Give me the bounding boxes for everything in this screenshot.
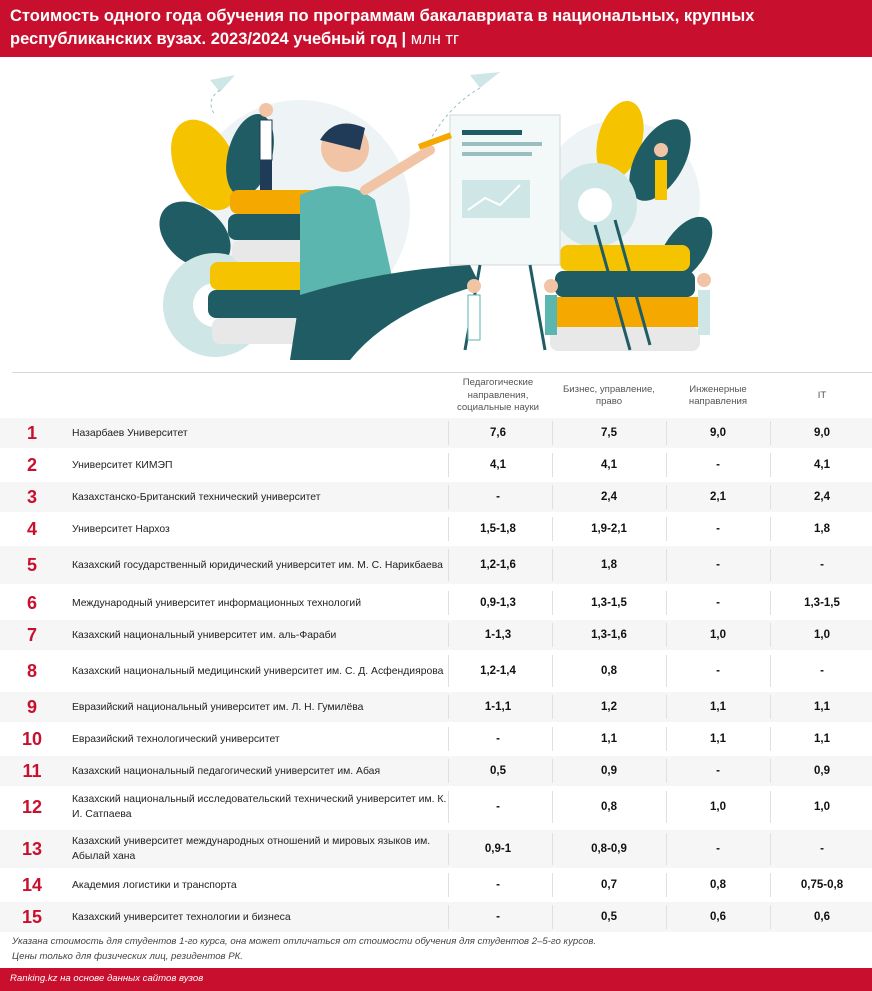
cost-value: 7,6 xyxy=(490,427,506,439)
column-divider xyxy=(552,833,553,865)
cost-value: - xyxy=(496,879,500,891)
cost-value: 4,1 xyxy=(814,459,830,471)
cost-value: 2,4 xyxy=(814,491,830,503)
column-header-business: Бизнес, управление, право xyxy=(563,383,655,407)
column-divider xyxy=(552,791,553,823)
rank-number: 3 xyxy=(26,486,37,507)
column-divider xyxy=(552,905,553,929)
cost-value: 1,1 xyxy=(814,701,830,713)
column-divider xyxy=(770,453,771,477)
cost-value: 1,1 xyxy=(601,733,617,745)
source-footer xyxy=(0,968,872,991)
small-person xyxy=(698,290,710,335)
column-divider xyxy=(666,549,667,581)
rank-number: 6 xyxy=(26,592,37,613)
table-row xyxy=(0,546,872,584)
cost-value: 0,5 xyxy=(601,911,617,923)
column-header-pedagogy: Педагогические направления, социальные науки xyxy=(456,377,540,414)
cost-value: - xyxy=(820,665,824,677)
paper-plane-icon xyxy=(210,75,235,92)
university-name: Казахский национальный медицинский университет им. С. Д. Асфендиярова xyxy=(72,665,444,677)
cost-value: - xyxy=(716,765,720,777)
table-row xyxy=(0,724,872,754)
cost-value: 0,8 xyxy=(601,801,617,813)
cost-value: - xyxy=(496,911,500,923)
title-separator: | xyxy=(396,30,411,48)
column-divider xyxy=(552,453,553,477)
rank-number: 10 xyxy=(21,728,43,749)
cost-value: - xyxy=(716,665,720,677)
column-divider xyxy=(552,591,553,615)
cost-value: 0,9 xyxy=(601,765,617,777)
column-divider xyxy=(666,623,667,647)
university-name: Казахский национальный педагогический университет им. Абая xyxy=(72,765,381,777)
unit-label: млн тг xyxy=(410,30,460,48)
column-divider xyxy=(770,791,771,823)
table-row xyxy=(0,418,872,448)
column-divider xyxy=(666,833,667,865)
table-row xyxy=(0,514,872,544)
university-name: Казахский государственный юридический университет им. М. С. Нарикбаева xyxy=(72,559,443,571)
page-title: Стоимость одного года обучения по программам бакалавриата в национальных, крупных республиканских вузах. 2023/2024 учебный год xyxy=(10,7,755,48)
column-divider xyxy=(552,549,553,581)
cost-value: - xyxy=(820,843,824,855)
university-name: Назарбаев Университет xyxy=(72,427,188,439)
column-divider xyxy=(666,485,667,509)
rank-number: 12 xyxy=(21,796,43,817)
cost-value: 0,6 xyxy=(710,911,726,923)
cost-value: 1-1,1 xyxy=(484,701,512,713)
footnote: Цены только для физических лиц, резидентов РК. xyxy=(12,951,243,962)
university-name: Университет Нархоз xyxy=(72,523,170,535)
cost-value: 1,8 xyxy=(814,523,830,535)
cost-value: 0,75-0,8 xyxy=(800,879,844,891)
rank-number: 9 xyxy=(26,696,37,717)
cost-value: 9,0 xyxy=(710,427,726,439)
cost-value: 0,5 xyxy=(490,765,506,777)
footnotes xyxy=(12,934,596,964)
cost-value: 4,1 xyxy=(490,459,506,471)
column-divider xyxy=(552,485,553,509)
cost-value: 1,0 xyxy=(710,629,726,641)
table-row xyxy=(0,692,872,722)
column-divider xyxy=(666,453,667,477)
column-header-it: IT xyxy=(817,389,827,401)
cost-value: - xyxy=(716,559,720,571)
cost-value: - xyxy=(496,801,500,813)
column-divider xyxy=(666,791,667,823)
cost-value: 1-1,3 xyxy=(484,629,512,641)
column-divider xyxy=(666,759,667,783)
cost-value: 1,1 xyxy=(710,733,726,745)
column-divider xyxy=(770,873,771,897)
cost-value: 0,8-0,9 xyxy=(591,843,627,855)
cost-value: 1,9-2,1 xyxy=(591,523,627,535)
small-person xyxy=(260,120,272,160)
cost-value: 0,9-1,3 xyxy=(480,597,516,609)
cost-value: 1,0 xyxy=(814,629,830,641)
cost-value: - xyxy=(716,843,720,855)
table-top-divider xyxy=(12,372,872,373)
cost-value: 7,5 xyxy=(601,427,617,439)
rank-number: 1 xyxy=(26,422,37,443)
cost-value: 2,1 xyxy=(710,491,726,503)
column-divider xyxy=(666,727,667,751)
column-divider xyxy=(666,591,667,615)
column-divider xyxy=(552,655,553,687)
table-row xyxy=(0,756,872,786)
table-row xyxy=(0,450,872,480)
rank-number: 7 xyxy=(26,624,37,645)
cost-value: - xyxy=(716,523,720,535)
column-divider xyxy=(552,623,553,647)
table-row xyxy=(0,830,872,868)
rank-number: 5 xyxy=(26,554,37,575)
cost-value: 1,0 xyxy=(710,801,726,813)
column-divider xyxy=(666,517,667,541)
column-divider xyxy=(666,655,667,687)
column-divider xyxy=(770,517,771,541)
source-text: Ranking.kz на основе данных сайтов вузов xyxy=(10,973,204,984)
cost-value: - xyxy=(496,733,500,745)
university-name: Университет КИМЭП xyxy=(72,459,173,471)
university-name: Евразийский национальный университет им. Л. Н. Гумилёва xyxy=(72,701,364,713)
cost-value: - xyxy=(496,491,500,503)
cost-value: 0,7 xyxy=(601,879,617,891)
small-person xyxy=(545,295,557,335)
rank-number: 11 xyxy=(22,760,42,781)
column-divider xyxy=(770,759,771,783)
university-name: Казахский университет технологии и бизнеса xyxy=(72,911,291,923)
table-row xyxy=(0,482,872,512)
cost-value: 4,1 xyxy=(601,459,617,471)
rank-number: 15 xyxy=(21,906,43,927)
cost-value: 1,2-1,4 xyxy=(480,665,516,677)
university-name: Академия логистики и транспорта xyxy=(72,879,237,891)
column-divider xyxy=(552,727,553,751)
column-divider xyxy=(770,549,771,581)
education-illustration xyxy=(150,60,730,372)
cost-value: 1,5-1,8 xyxy=(480,523,516,535)
table-row xyxy=(0,902,872,932)
column-divider xyxy=(666,873,667,897)
rank-number: 4 xyxy=(26,518,37,539)
footnote: Указана стоимость для студентов 1-го курса, она может отличаться от стоимости обучения для студентов 2–5-го курсов. xyxy=(12,936,597,947)
column-divider xyxy=(552,517,553,541)
column-divider xyxy=(770,485,771,509)
cost-value: 1,0 xyxy=(814,801,830,813)
university-name: Казахский университет международных отношений и мировых языков им. Абылай хана xyxy=(72,836,431,862)
column-divider xyxy=(552,873,553,897)
cost-value: - xyxy=(716,597,720,609)
cost-value: 0,9 xyxy=(814,765,830,777)
cost-value: 0,8 xyxy=(601,665,617,677)
column-divider xyxy=(770,695,771,719)
university-name: Казахский национальный университет им. аль-Фараби xyxy=(72,629,337,641)
cost-value: 2,4 xyxy=(601,491,617,503)
small-person xyxy=(655,160,667,200)
cost-value: 1,3-1,5 xyxy=(804,597,840,609)
column-divider xyxy=(552,695,553,719)
university-name: Казахстанско-Британский технический университет xyxy=(72,491,321,503)
column-header-engineering: Инженерные направления xyxy=(688,383,748,407)
cost-value: 1,3-1,5 xyxy=(591,597,627,609)
cost-value: 1,8 xyxy=(601,559,617,571)
university-name: Евразийский технологический университет xyxy=(72,733,280,745)
cost-value: 1,3-1,6 xyxy=(591,629,627,641)
cost-value: 9,0 xyxy=(814,427,830,439)
column-divider xyxy=(770,727,771,751)
rank-number: 13 xyxy=(21,838,43,859)
column-divider xyxy=(666,905,667,929)
table-row xyxy=(0,652,872,690)
column-divider xyxy=(770,905,771,929)
cost-value: 1,2 xyxy=(601,701,617,713)
table-row xyxy=(0,870,872,900)
column-divider xyxy=(552,759,553,783)
cost-value: 1,1 xyxy=(710,701,726,713)
cost-value: 1,1 xyxy=(814,733,830,745)
table-row xyxy=(0,620,872,650)
table-row xyxy=(0,588,872,618)
column-divider xyxy=(666,695,667,719)
cost-value: - xyxy=(820,559,824,571)
column-divider xyxy=(666,421,667,445)
small-person xyxy=(468,295,480,340)
column-divider xyxy=(552,421,553,445)
university-name: Казахский национальный исследовательский технический университет им. К. И. Сатпаева xyxy=(72,794,447,820)
university-name: Международный университет информационных технологий xyxy=(72,597,362,609)
column-divider xyxy=(770,591,771,615)
cost-value: 0,9-1 xyxy=(484,843,512,855)
cost-value: 0,6 xyxy=(814,911,830,923)
table-row xyxy=(0,788,872,826)
cost-value: - xyxy=(716,459,720,471)
column-divider xyxy=(770,623,771,647)
paper-plane-icon xyxy=(470,72,500,88)
column-divider xyxy=(770,655,771,687)
column-divider xyxy=(770,833,771,865)
rank-number: 14 xyxy=(21,874,43,895)
column-divider xyxy=(770,421,771,445)
rank-number: 2 xyxy=(26,454,37,475)
page-header xyxy=(0,0,872,57)
rank-number: 8 xyxy=(26,660,37,681)
cost-value: 0,8 xyxy=(710,879,726,891)
cost-value: 1,2-1,6 xyxy=(480,559,516,571)
